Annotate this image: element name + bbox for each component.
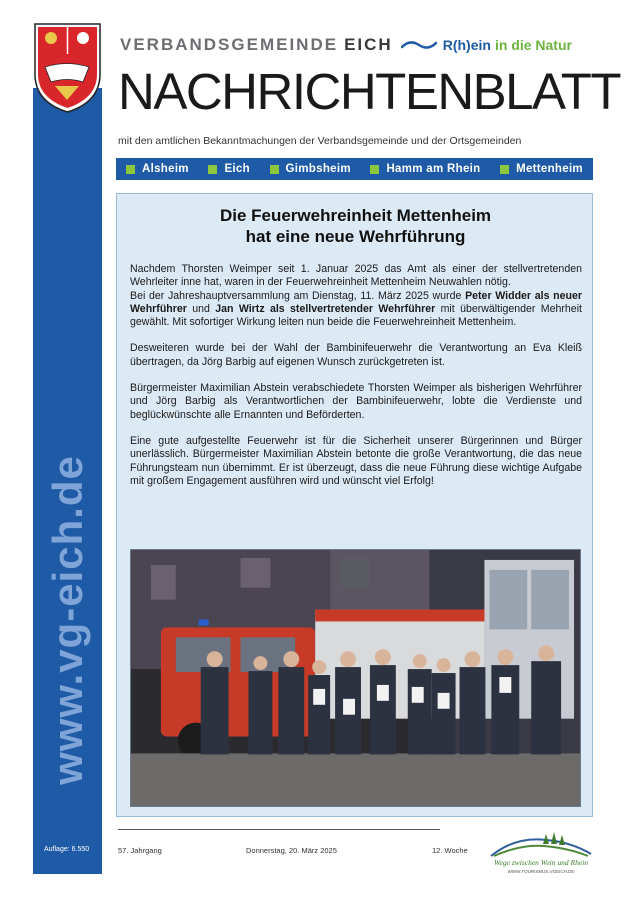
page-subtitle: mit den amtlichen Bekanntmachungen der Verbandsgemeinde und der Ortsgemeinden [118,135,522,147]
town-item [370,163,480,175]
footer-woche: 12. Woche [432,846,468,855]
wave-icon [401,38,437,52]
town-label: Eich [224,163,250,175]
square-icon [370,165,379,174]
p1b-bold-1: Peter Widder als neuer Wehrführer [130,289,582,315]
sidebar-url[interactable]: www.vg-eich.de [44,455,91,785]
headline-line-1: Die Feuerwehreinheit Mettenheim [219,206,492,225]
square-icon [270,165,279,174]
towns-bar [116,158,593,180]
footer-jahrgang: 57. Jahrgang [118,846,162,855]
paragraph-3: Bürgermeister Maximilian Abstein verabschiedete Thorsten Weimper als bisherigen Wehrführer und Jörg Barbig als Verantwortlichen der Bambinifeuerwehr, lobte die Verdienste und beglückwünschte alle Ernannten und Beförderten. [130,382,582,421]
square-icon [208,165,217,174]
footer-date: Donnerstag, 20. März 2025 [246,846,337,855]
vineyard-icon [486,830,596,858]
vg-name: VERBANDSGEMEINDE [120,35,339,54]
p1b-pre: Bei der Jahreshauptversammlung am Dienstag, 11. März 2025 wurde [130,289,466,302]
tagline-green: in die Natur [494,37,572,53]
town-label: Hamm am Rhein [386,163,481,175]
paragraph-1a: Nachdem Thorsten Weimper seit 1. Januar 2025 das Amt als einer der stellvertretenden Wehrleiter inne hat, waren in der Feuerwehreinheit Mettenheim Neuwahlen nötig. [130,263,582,289]
vg-name-bold: EICH [344,35,393,54]
paragraph-1b [130,290,582,330]
town-item [208,163,250,175]
tourism-logo[interactable] [486,830,596,880]
paragraph-4: Eine gute aufgestellte Feuerwehr ist für die Sicherheit unserer Bürgerinnen und Bürger unerlässlich. Bürgermeister Maximilian Abstein betonte die große Verantwortung, die das neue Führungsteam nun übernimmt. Er ist überzeugt, dass die neue Führung diese wichtige Aufgabe mit großem Engagement ausführen wird und wünscht viel Erfolg! [130,434,582,487]
paragraph-2: Desweiteren wurde bei der Wahl der Bambinifeuerwehr die Verantwortung an Eva Kleiß übertragen, da Jörg Barbig auf eigenen Wunsch zurückgetreten ist. [130,342,582,368]
p1b-post: mit überwältigender Mehrheit gewählt. Mit sofortiger Wirkung leiten nun beide die Feuerwehreinheit Mettenheim. [130,302,582,329]
article-box [116,193,593,817]
article-body [130,263,582,501]
p1b-bold-2: Jan Wirtz als stellvertretender Wehrführer [215,302,436,315]
town-label: Gimbsheim [285,163,351,175]
brand-line [120,34,595,56]
article-headline [117,205,594,247]
town-item [270,163,351,175]
square-icon [500,165,509,174]
town-item [126,163,189,175]
page-title: NACHRICHTENBLATT [118,63,621,120]
p1b-mid: und [186,302,216,315]
tourism-logo-url[interactable]: WWW.TOURISMUS.VGEICH.DE [507,869,575,874]
headline-line-2: hat eine neue Wehrführung [245,227,466,246]
tourism-logo-text: Wege zwischen Wein und Rhein [493,858,588,867]
town-label: Mettenheim [516,163,583,175]
town-item [500,163,583,175]
tagline-blue: R(h)ein [442,37,491,53]
article-photo [130,549,581,807]
crest-icon [33,22,102,114]
square-icon [126,165,135,174]
footer-rule [118,829,440,830]
auflage-label: Auflage: 6.550 [44,846,90,853]
town-label: Alsheim [142,163,189,175]
